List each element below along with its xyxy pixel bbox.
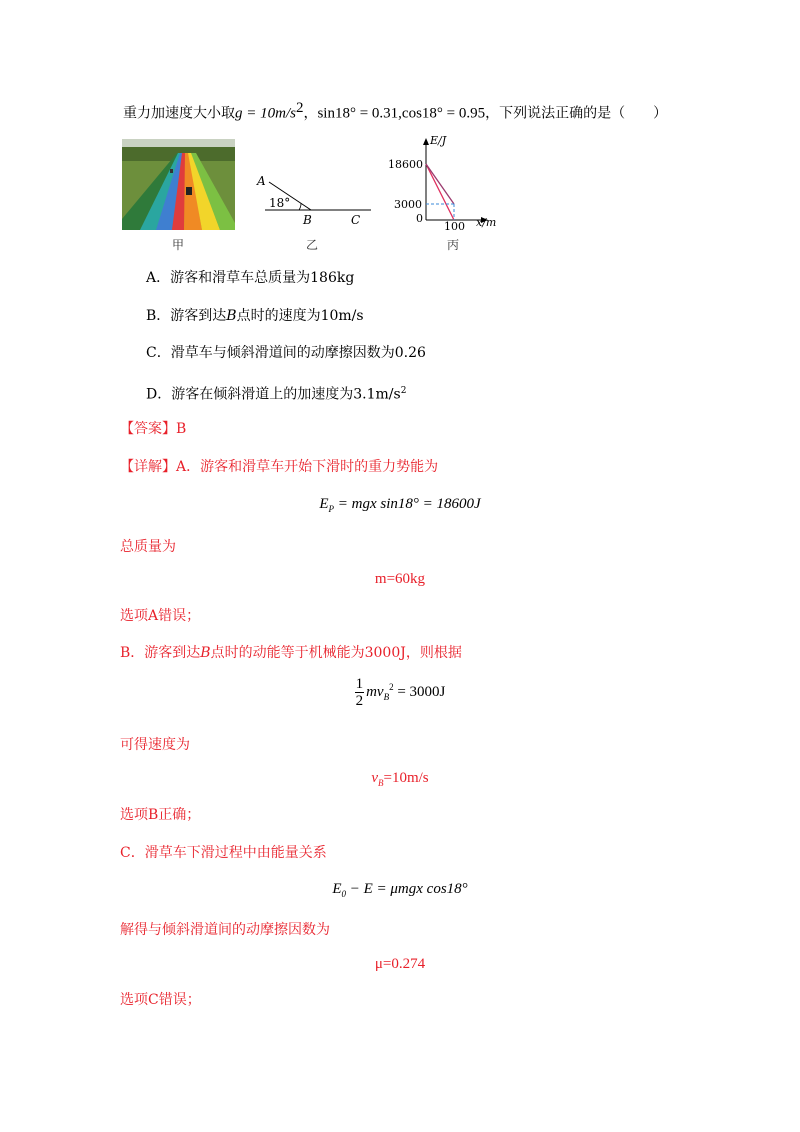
mass-label: 总质量为 [120,539,176,555]
ski-slope-photo [122,139,235,230]
energy-graph [384,134,504,234]
y-axis-label: E/J [430,134,447,147]
incline-diagram [255,168,375,230]
detail-a-intro: 【详解】A．游客和滑草车开始下滑时的重力势能为 [120,459,439,475]
y-tick-high: 18600 [388,158,423,171]
photo-caption: 甲 [172,238,185,252]
option-b: B．游客到达B点时的速度为10m/s [146,308,364,324]
point-c-label: C [351,213,361,227]
speed-value: $v_B=10m/s$ [371,770,429,788]
option-c: C．滑草车与倾斜滑道间的动摩擦因数为0.26 [146,345,426,361]
point-a-label: A [257,174,266,188]
point-b-label: B [303,213,312,227]
origin-label: 0 [416,212,423,225]
x-tick: 100 [444,220,465,233]
a-conclusion: 选项A错误； [120,608,201,624]
mu-value: μ=0.274 [374,956,426,972]
b-conclusion: 选项B正确； [120,807,201,823]
angle-label: 18° [269,196,291,210]
option-d: D．游客在倾斜滑道上的加速度为$3.1m/s^2$ [146,386,407,403]
c-solve: 解得与倾斜滑道间的动摩擦因数为 [120,922,330,938]
mass-value: m=60kg [374,571,426,587]
option-a: A．游客和滑草车总质量为186kg [146,270,355,286]
y-tick-low: 3000 [394,198,422,211]
equation-kinetic-energy: $\frac{1}{2}$ $mv_B^2 = 3000J$ [355,676,446,710]
equation-potential-energy: $E_P$ = mgx sin18° = 18600J [319,496,481,514]
detail-b-intro: B．游客到达B点时的动能等于机械能为3000J，则根据 [120,645,462,661]
question-stem: 重力加速度大小取$g = 10m/s^2$，sin18° = 0.31,cos18° = 0.95，下列说法正确的是（ ） [123,100,668,122]
answer: 【答案】B [120,421,187,437]
graph-caption: 丙 [447,238,460,252]
equation-energy-relation: $E_0 - E = \mu mgx$ cos18° [332,881,468,899]
x-axis-label: x/m [476,216,497,229]
detail-c-intro: C．滑草车下滑过程中由能量关系 [120,845,327,861]
fraction-half: $\frac{1}{2}$ [355,676,364,710]
diagram-caption: 乙 [306,238,319,252]
c-conclusion: 选项C错误； [120,992,201,1008]
speed-label: 可得速度为 [120,737,190,753]
